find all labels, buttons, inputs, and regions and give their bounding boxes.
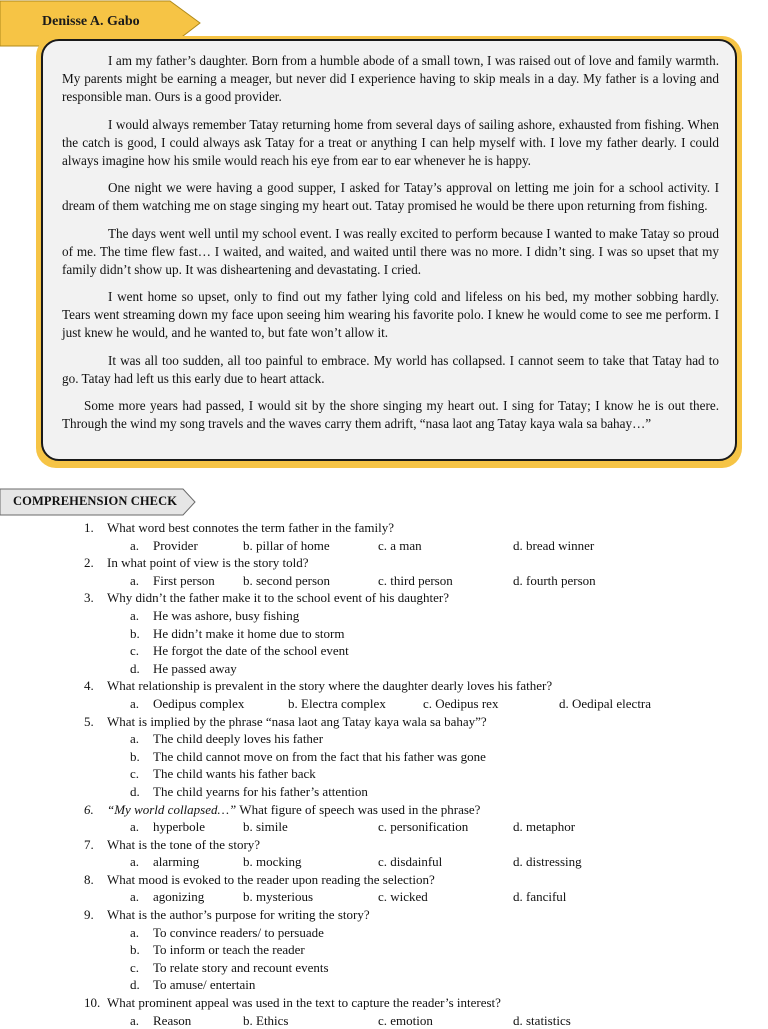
question-text: In what point of view is the story told? bbox=[107, 555, 309, 571]
question-quote: “My world collapsed…” bbox=[107, 801, 237, 817]
option-d[interactable]: d. metaphor bbox=[513, 819, 576, 835]
option-a[interactable]: First person bbox=[153, 572, 215, 588]
question-text bbox=[107, 801, 480, 819]
option-text[interactable]: To amuse/ entertain bbox=[153, 977, 256, 993]
options-row bbox=[0, 1012, 768, 1029]
option-row-d[interactable] bbox=[0, 976, 768, 994]
option-letter[interactable]: b. bbox=[130, 748, 140, 764]
option-d[interactable]: d. fanciful bbox=[513, 889, 567, 905]
option-row-a[interactable] bbox=[0, 607, 768, 625]
option-letter[interactable]: a. bbox=[130, 607, 140, 623]
option-c[interactable]: c. disdainful bbox=[378, 854, 443, 870]
question-number: 5. bbox=[84, 713, 94, 729]
option-a[interactable]: alarming bbox=[153, 854, 200, 870]
option-letter[interactable]: a. bbox=[130, 924, 140, 940]
question-number: 4. bbox=[84, 678, 94, 694]
option-b[interactable]: b. Ethics bbox=[243, 1012, 289, 1028]
question-text: What is implied by the phrase “nasa laot ang Tatay kaya wala sa bahay”? bbox=[107, 713, 487, 729]
option-letter[interactable]: b. bbox=[130, 625, 140, 641]
option-text[interactable]: The child cannot move on from the fact that his father was gone bbox=[153, 748, 486, 764]
option-row-a[interactable] bbox=[0, 730, 768, 748]
option-row-d[interactable] bbox=[0, 660, 768, 678]
option-text[interactable]: The child yearns for his father’s attention bbox=[153, 783, 368, 799]
option-letter[interactable]: a. bbox=[130, 1012, 140, 1028]
option-letter[interactable]: a. bbox=[130, 819, 140, 835]
question-text: What mood is evoked to the reader upon reading the selection? bbox=[107, 871, 435, 887]
story-paragraph: I am my father’s daughter. Born from a humble abode of a small town, I was raised out of love and family warmth. My parents might be earning a meager, but never did I experience having to skip meals in a day. My father is a loving and responsible man. Ours is a good provider. bbox=[62, 53, 719, 104]
option-letter[interactable]: a. bbox=[130, 889, 140, 905]
option-letter[interactable]: a. bbox=[130, 731, 140, 747]
question-number: 3. bbox=[84, 590, 94, 606]
option-a[interactable]: Provider bbox=[153, 537, 198, 553]
option-a[interactable]: Oedipus complex bbox=[153, 695, 245, 711]
question-number: 1. bbox=[84, 520, 94, 535]
options-row bbox=[0, 818, 768, 836]
question-text: What relationship is prevalent in the story where the daughter dearly loves his father? bbox=[107, 678, 553, 694]
option-row-b[interactable] bbox=[0, 941, 768, 959]
option-letter[interactable]: d. bbox=[130, 783, 140, 799]
question-text: What is the tone of the story? bbox=[107, 836, 261, 852]
option-text[interactable]: He passed away bbox=[153, 660, 237, 676]
question-4 bbox=[0, 677, 768, 695]
story-paragraph: I went home so upset, only to find out my father lying cold and lifeless on his bed, my mother sobbing hardly. Tears went streaming down my face upon seeing him wearing his favorite polo. I knew he would come to see me perform. I just knew he would, and he wanted to, but fate won’t allow it. bbox=[62, 289, 719, 340]
question-9 bbox=[0, 906, 768, 924]
option-text[interactable]: He didn’t make it home due to storm bbox=[153, 625, 345, 641]
option-b[interactable]: b. Electra complex bbox=[288, 695, 386, 711]
question-6 bbox=[0, 801, 768, 819]
question-number: 7. bbox=[84, 836, 94, 852]
question-number: 2. bbox=[84, 555, 94, 571]
question-number: 8. bbox=[84, 871, 94, 887]
question-3 bbox=[0, 589, 768, 607]
story-paragraph: I would always remember Tatay returning home from several days of sailing ashore, exhausted from fishing. When the catch is good, I could always ask Tatay for a treat or anything I can help myself with. I love my father dearly. I could always imagine how his smile would reach his eye from ear to ear whenever he is happy. bbox=[62, 116, 719, 168]
question-text: What is the author’s purpose for writing the story? bbox=[107, 907, 370, 923]
option-b[interactable]: b. mocking bbox=[243, 854, 302, 870]
question-number: 9. bbox=[84, 907, 94, 923]
story-paragraph: One night we were having a good supper, I asked for Tatay’s approval on letting me join for a school activity. I dream of them watching me on stage singing my heart out. Tatay promised he would be there upon returning from fishing. bbox=[62, 180, 719, 213]
option-b[interactable]: b. mysterious bbox=[243, 889, 314, 905]
questions-list bbox=[0, 519, 768, 1029]
option-letter[interactable]: d. bbox=[130, 977, 140, 993]
story-paragraph: Some more years had passed, I would sit by the shore singing my heart out. I sing for Tatay; I know he is out there. Through the wind my song travels and the waves carry them adrift, “nasa laot ang Tatay kaya wala sa bahay…” bbox=[62, 398, 719, 431]
option-text[interactable]: He forgot the date of the school event bbox=[153, 643, 349, 659]
option-row-c[interactable] bbox=[0, 959, 768, 977]
story-text bbox=[62, 52, 719, 443]
question-number: 6. bbox=[84, 801, 94, 817]
option-d[interactable]: d. bread winner bbox=[513, 537, 595, 553]
question-8 bbox=[0, 871, 768, 889]
question-7 bbox=[0, 836, 768, 854]
question-text-rest: What figure of speech was used in the phrase? bbox=[236, 801, 481, 817]
options-row bbox=[0, 537, 768, 555]
option-row-b[interactable] bbox=[0, 625, 768, 643]
author-name: Denisse A. Gabo bbox=[42, 14, 140, 29]
option-letter[interactable]: a. bbox=[130, 695, 140, 711]
option-b[interactable]: b. simile bbox=[243, 819, 288, 835]
option-row-b[interactable] bbox=[0, 748, 768, 766]
option-c[interactable]: c. personification bbox=[378, 819, 469, 835]
comprehension-check-label: COMPREHENSION CHECK bbox=[13, 494, 178, 508]
option-row-c[interactable] bbox=[0, 765, 768, 783]
option-a[interactable]: hyperbole bbox=[153, 819, 205, 835]
question-1 bbox=[0, 519, 768, 537]
option-letter[interactable]: a. bbox=[130, 572, 140, 588]
option-text[interactable]: To relate story and recount events bbox=[153, 959, 329, 975]
options-row bbox=[0, 888, 768, 906]
option-letter[interactable]: c. bbox=[130, 959, 140, 975]
option-letter[interactable]: b. bbox=[130, 942, 140, 958]
option-text[interactable]: He was ashore, busy fishing bbox=[153, 607, 300, 623]
option-letter[interactable]: c. bbox=[130, 766, 140, 782]
option-text[interactable]: To inform or teach the reader bbox=[153, 942, 305, 958]
option-text[interactable]: The child wants his father back bbox=[153, 766, 316, 782]
question-text: Why didn’t the father make it to the school event of his daughter? bbox=[107, 590, 449, 606]
question-text: What prominent appeal was used in the text to capture the reader’s interest? bbox=[107, 995, 501, 1011]
option-text[interactable]: To convince readers/ to persuade bbox=[153, 924, 324, 940]
option-letter[interactable]: d. bbox=[130, 660, 140, 676]
option-d[interactable]: d. statistics bbox=[513, 1012, 571, 1028]
option-c[interactable]: c. wicked bbox=[378, 889, 428, 905]
options-row bbox=[0, 572, 768, 590]
option-row-a[interactable] bbox=[0, 924, 768, 942]
option-d[interactable]: d. fourth person bbox=[513, 572, 596, 588]
option-letter[interactable]: a. bbox=[130, 537, 140, 553]
option-d[interactable]: d. Oedipal electra bbox=[559, 695, 652, 711]
option-row-c[interactable] bbox=[0, 642, 768, 660]
question-5 bbox=[0, 713, 768, 731]
option-c[interactable]: c. a man bbox=[378, 537, 422, 553]
story-paragraph: It was all too sudden, all too painful to embrace. My world has collapsed. I cannot seem to take that Tatay had to go. Tatay had left us this early due to heart attack. bbox=[62, 352, 719, 386]
question-text: What word best connotes the term father in the family? bbox=[107, 520, 394, 535]
question-10 bbox=[0, 994, 768, 1012]
option-row-d[interactable] bbox=[0, 783, 768, 801]
option-b[interactable]: b. second person bbox=[243, 572, 331, 588]
option-c[interactable]: c. Oedipus rex bbox=[423, 695, 499, 711]
option-c[interactable]: c. third person bbox=[378, 572, 453, 588]
options-row bbox=[0, 853, 768, 871]
question-number: 10. bbox=[84, 995, 101, 1011]
option-c[interactable]: c. emotion bbox=[378, 1012, 433, 1028]
option-d[interactable]: d. distressing bbox=[513, 854, 582, 870]
option-b[interactable]: b. pillar of home bbox=[243, 537, 330, 553]
option-letter[interactable]: c. bbox=[130, 643, 140, 659]
option-text[interactable]: The child deeply loves his father bbox=[153, 731, 324, 747]
story-paragraph: The days went well until my school event. I was really excited to perform because I wanted to make Tatay so proud of me. The time flew fast… I waited, and waited, and waited until there was no more. I didn’t sing. I was so upset that my family didn’t show up. It was disheartening and devastating. I cried. bbox=[62, 225, 719, 277]
question-2 bbox=[0, 554, 768, 572]
option-letter[interactable]: a. bbox=[130, 854, 140, 870]
option-a[interactable]: Reason bbox=[153, 1012, 192, 1028]
option-a[interactable]: agonizing bbox=[153, 889, 205, 905]
options-row bbox=[0, 695, 768, 713]
